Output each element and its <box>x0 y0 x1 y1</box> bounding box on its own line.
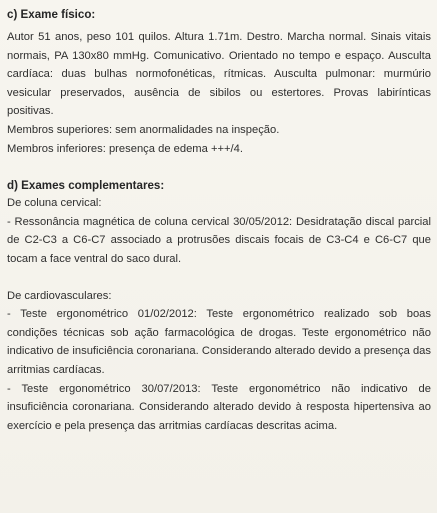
section-spacer <box>7 158 431 177</box>
exames-complementares-heading: d) Exames complementares: <box>7 179 165 193</box>
exame-fisico-heading: c) Exame físico: <box>7 8 96 21</box>
coluna-cervical-label: De coluna cervical: <box>7 197 102 210</box>
cardiovasculares-label: De cardiovasculares: <box>7 289 112 302</box>
exame-fisico-paragraph: Autor 51 anos, peso 101 quilos. Altura 1.71m. Destro. Marcha normal. Sinais vitais normais, PA 130x80 mmHg. Comunicativo. Orientado no tempo e espaço. Ausculta cardíaca: duas bulhas normofonéticas, rítmicas. Ausculta pulmonar: murmúrio vesicular preservados, ausência de sibilos ou estertores. Provas labirínticas positivas. <box>7 31 431 118</box>
membros-inferiores-line: Membros inferiores: presença de edema +++/4. <box>7 142 243 155</box>
coluna-cervical-text: - Ressonância magnética de coluna cervical 30/05/2012: Desidratação discal parcial de C2-C3 a C6-C7 associado a protrusões discais focais de C3-C4 e C6-C7 que tocam a face ventral do saco dural. <box>7 215 431 265</box>
teste-ergonometrico-2013: - Teste ergonométrico 30/07/2013: Teste ergonométrico não indicativo de insuficiência coronariana. Considerando alterado devido à resposta hipertensiva ao exercício e pela presença das arritmias cardíacas descritas acima. <box>7 382 431 432</box>
exames-complementares-section <box>7 177 431 435</box>
membros-superiores-line: Membros superiores: sem anormalidades na inspeção. <box>7 123 280 136</box>
teste-ergonometrico-2012: - Teste ergonométrico 01/02/2012: Teste ergonométrico realizado sob boas condições técnicas sob ação farmacológica de drogas. Teste ergonométrico não indicativo de insuficiência coronariana. Considerando alterado devido a presença das arritmias cardíacas. <box>7 308 431 376</box>
paragraph-spacer <box>7 269 431 287</box>
exame-fisico-section <box>7 6 431 158</box>
